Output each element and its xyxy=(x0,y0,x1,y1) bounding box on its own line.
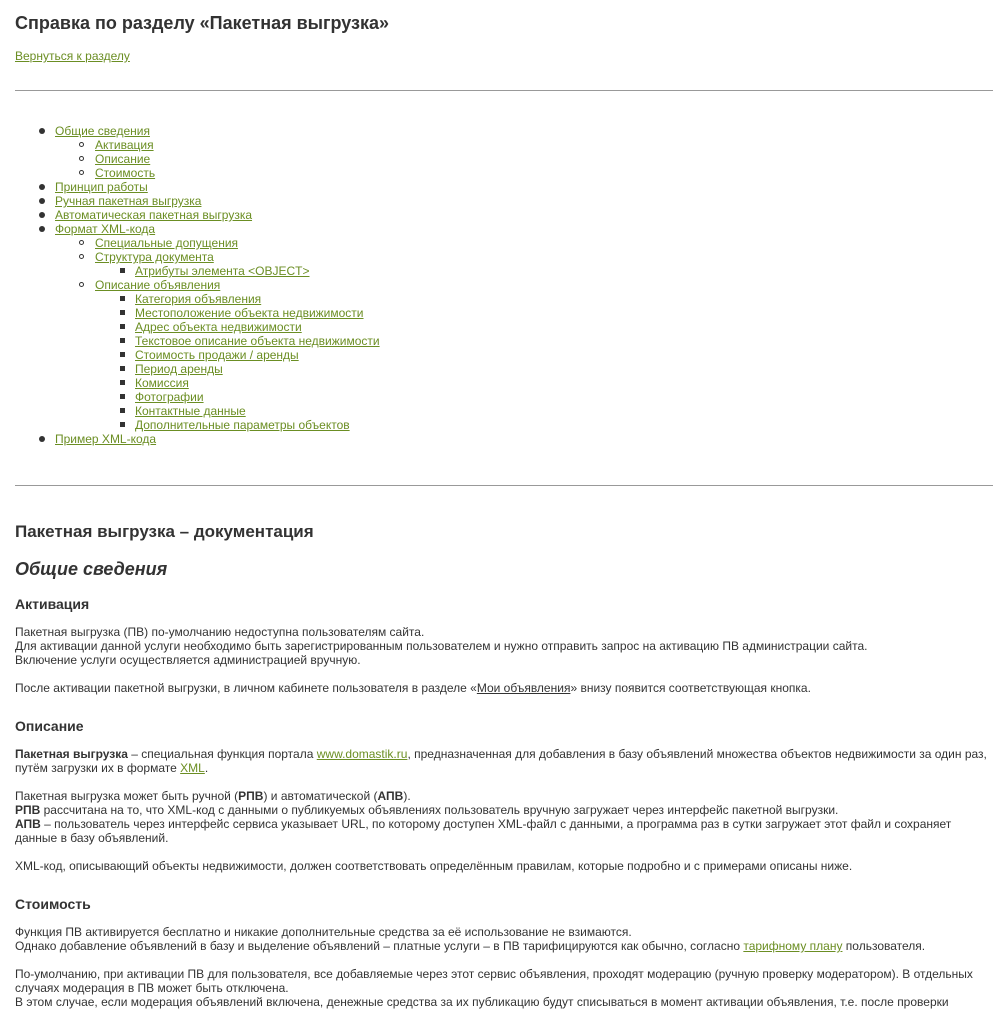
cost-line: По-умолчанию, при активации ПВ для пользователя, все добавляемые через этот сервис объявления, проходят модерацию (ручную проверку модератором). В отдельных xyxy=(15,967,973,981)
square-bullet-icon xyxy=(120,380,125,385)
activation-line: Для активации данной услуги необходимо быть зарегистрированным пользователем и нужно отправить запрос на активацию ПВ администрации сайта. xyxy=(15,639,868,653)
square-bullet-icon xyxy=(120,338,125,343)
square-bullet-icon xyxy=(120,324,125,329)
toc-link-category[interactable]: Категория объявления xyxy=(135,292,262,306)
description-paragraph: данные в базу объявлений. xyxy=(15,831,169,845)
description-paragraph: XML-код, описывающий объекты недвижимости, должен соответствовать определённым правилам, которые подробно и с примерами описаны ниже. xyxy=(15,859,853,873)
square-bullet-icon xyxy=(120,296,125,301)
description-paragraph: путём загрузки их в формате XML. xyxy=(15,761,209,775)
square-bullet-icon xyxy=(120,268,125,273)
toc-link-address[interactable]: Адрес объекта недвижимости xyxy=(135,320,302,334)
bullet-icon xyxy=(39,198,45,204)
domastik-link[interactable]: www.domastik.ru xyxy=(316,747,408,761)
toc-link-special[interactable]: Специальные допущения xyxy=(95,236,239,250)
description-paragraph: Пакетная выгрузка может быть ручной (РПВ) и автоматической (АПВ). xyxy=(15,789,411,803)
divider xyxy=(15,90,993,91)
cost-line: Однако добавление объявлений в базу и выделение объявлений – платные услуги – в ПВ тарифицируются как обычно, согласно тарифному плану пользователя. xyxy=(15,939,926,953)
toc-link-contacts[interactable]: Контактные данные xyxy=(135,404,246,418)
description-paragraph: РПВ рассчитана на то, что XML-код с данными о публикуемых объявлениях пользователь вручную загружает через интерфейс пакетной выгрузки. xyxy=(15,803,839,817)
divider xyxy=(15,485,993,486)
toc-link-principle[interactable]: Принцип работы xyxy=(55,180,148,194)
toc-link-general[interactable]: Общие сведения xyxy=(55,124,150,138)
description-text xyxy=(15,747,993,873)
description-heading: Описание xyxy=(15,718,84,734)
circle-bullet-icon xyxy=(79,170,84,175)
circle-bullet-icon xyxy=(79,254,84,259)
activation-heading: Активация xyxy=(15,596,90,612)
page-title: Справка по разделу «Пакетная выгрузка» xyxy=(15,13,390,33)
my-ads-link[interactable]: Мои объявления xyxy=(476,681,571,695)
bullet-icon xyxy=(39,436,45,442)
toc-link-example[interactable]: Пример XML-кода xyxy=(55,432,157,446)
toc-link-object-attrs[interactable]: Атрибуты элемента <OBJECT> xyxy=(135,264,310,278)
square-bullet-icon xyxy=(120,310,125,315)
toc-link-text-desc[interactable]: Текстовое описание объекта недвижимости xyxy=(135,334,380,348)
bullet-icon xyxy=(39,184,45,190)
cost-heading: Стоимость xyxy=(15,896,91,912)
toc-link-photos[interactable]: Фотографии xyxy=(135,390,204,404)
activation-line: Включение услуги осуществляется администрацией вручную. xyxy=(15,653,361,667)
description-paragraph: АПВ – пользователь через интерфейс сервиса указывает URL, по которому доступен XML-файл с данными, а программа раз в сутки загружает этот файл и сохраняет xyxy=(15,817,952,831)
toc-link-cost[interactable]: Стоимость xyxy=(95,166,156,180)
toc-link-activation[interactable]: Активация xyxy=(95,138,154,152)
cost-line: случаях модерация в ПВ может быть отключена. xyxy=(15,981,289,995)
circle-bullet-icon xyxy=(79,142,84,147)
circle-bullet-icon xyxy=(79,240,84,245)
circle-bullet-icon xyxy=(79,156,84,161)
back-to-section-link[interactable]: Вернуться к разделу xyxy=(15,49,130,63)
toc-link-manual[interactable]: Ручная пакетная выгрузка xyxy=(55,194,202,208)
toc-link-ad-desc[interactable]: Описание объявления xyxy=(95,278,221,292)
table-of-contents xyxy=(15,124,993,446)
square-bullet-icon xyxy=(120,394,125,399)
cost-text xyxy=(15,925,993,1009)
square-bullet-icon xyxy=(120,366,125,371)
cost-line: Функция ПВ активируется бесплатно и никакие дополнительные средства за её использование не взимаются. xyxy=(15,925,632,939)
toc-link-structure[interactable]: Структура документа xyxy=(95,250,214,264)
activation-text xyxy=(15,625,993,695)
toc-link-format[interactable]: Формат XML-кода xyxy=(55,222,156,236)
tariff-plan-link[interactable]: тарифному плану xyxy=(743,939,843,953)
doc-title: Пакетная выгрузка – документация xyxy=(15,522,314,541)
toc-link-extra[interactable]: Дополнительные параметры объектов xyxy=(135,418,350,432)
toc-link-location[interactable]: Местоположение объекта недвижимости xyxy=(135,306,364,320)
bullet-icon xyxy=(39,128,45,134)
general-heading: Общие сведения xyxy=(15,559,168,579)
cost-line: В этом случае, если модерация объявлений включена, денежные средства за их публикацию будут списываться в момент активации объявления, т.е. после проверки xyxy=(15,995,949,1009)
bullet-icon xyxy=(39,212,45,218)
toc-link-description[interactable]: Описание xyxy=(95,152,151,166)
toc-link-period[interactable]: Период аренды xyxy=(135,362,223,376)
circle-bullet-icon xyxy=(79,282,84,287)
toc-link-commission[interactable]: Комиссия xyxy=(135,376,189,390)
square-bullet-icon xyxy=(120,408,125,413)
bullet-icon xyxy=(39,226,45,232)
xml-link[interactable]: XML xyxy=(180,761,205,775)
activation-line: После активации пакетной выгрузки, в личном кабинете пользователя в разделе «Мои объявления» внизу появится соответствующая кнопка. xyxy=(15,681,811,695)
square-bullet-icon xyxy=(120,422,125,427)
toc-link-automatic[interactable]: Автоматическая пакетная выгрузка xyxy=(55,208,253,222)
toc-link-price[interactable]: Стоимость продажи / аренды xyxy=(135,348,299,362)
description-paragraph: Пакетная выгрузка – специальная функция портала www.domastik.ru, предназначенная для добавления в базу объявлений множества объектов недвижимости за один раз, xyxy=(15,747,987,761)
square-bullet-icon xyxy=(120,352,125,357)
activation-line: Пакетная выгрузка (ПВ) по-умолчанию недоступна пользователям сайта. xyxy=(15,625,425,639)
